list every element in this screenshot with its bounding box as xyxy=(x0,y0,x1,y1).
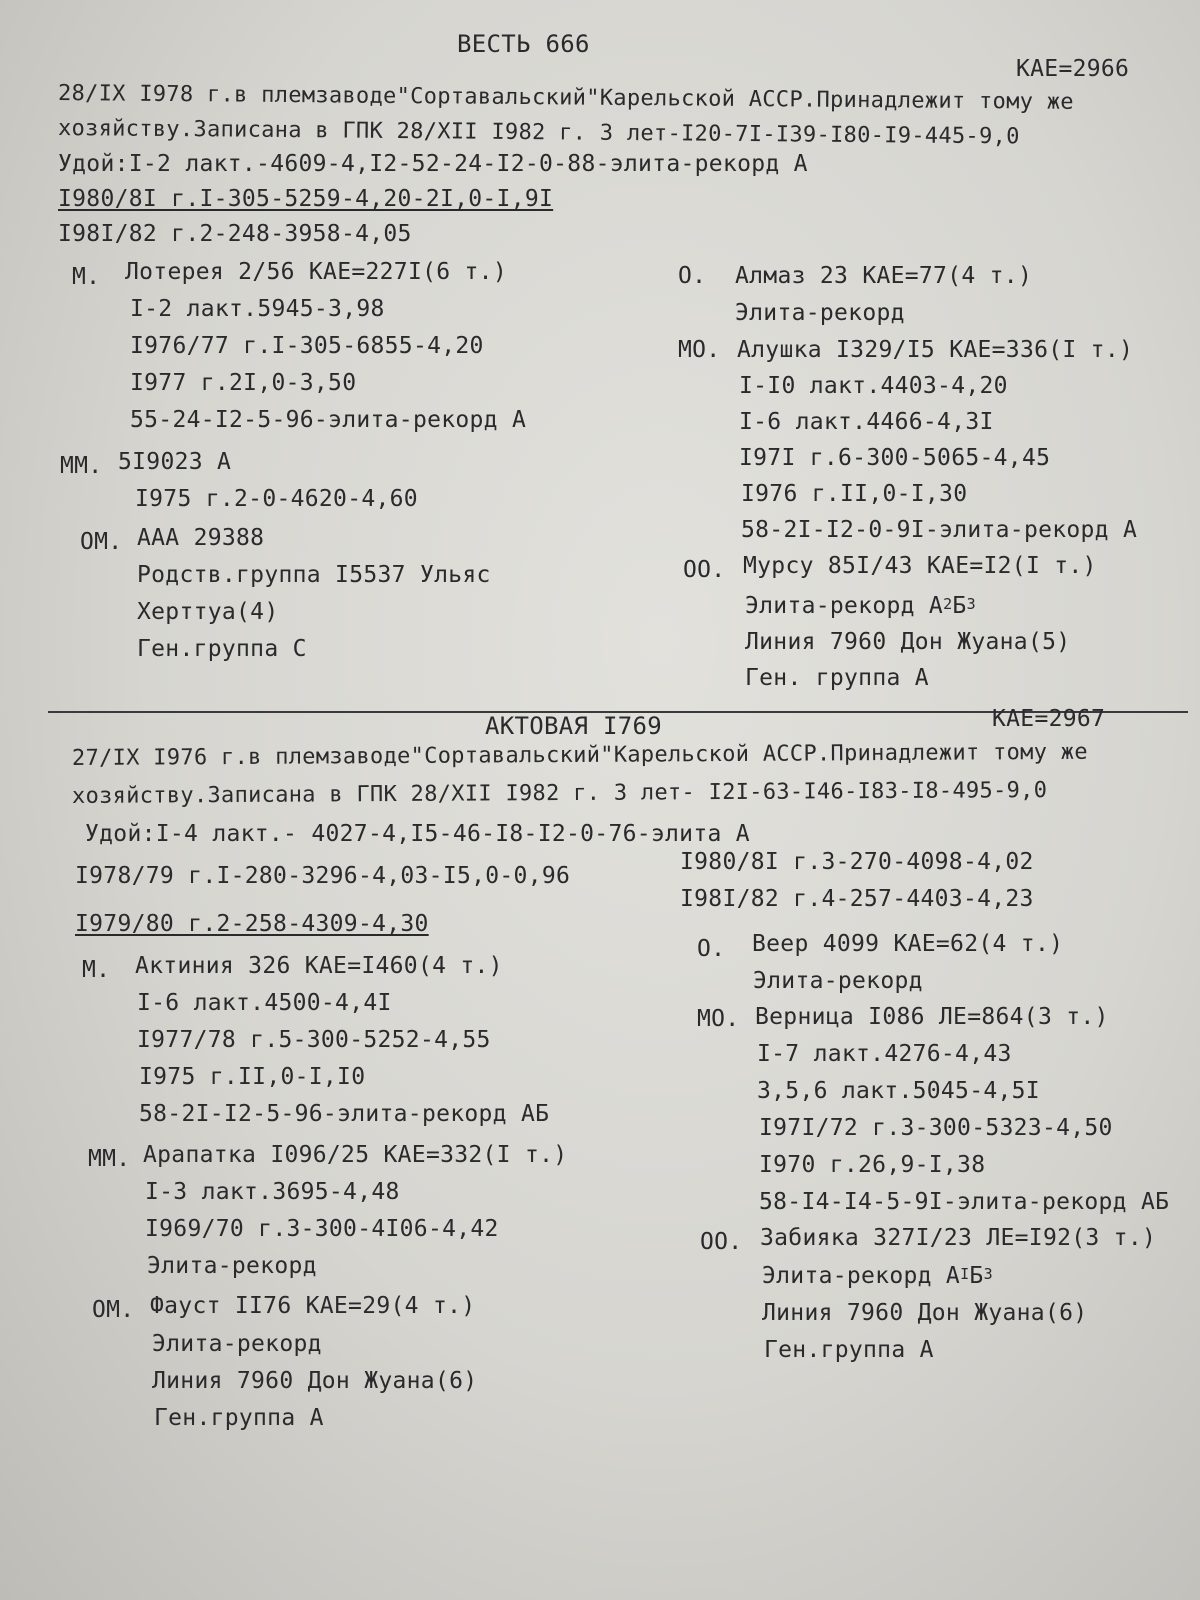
pedigree-line: 58-2I-I2-0-9I-элита-рекорд А xyxy=(741,517,1138,543)
pedigree-label-oo: ОО. xyxy=(683,557,726,583)
pedigree-line: 5I9023 А xyxy=(118,449,232,475)
pedigree-line: I-2 лакт.5945-3,98 xyxy=(130,296,385,322)
record-2-line-3: Удой:I-4 лакт.- 4027-4,I5-46-I8-I2-0-76-элита А xyxy=(85,821,750,847)
pedigree-line: I-3 лакт.3695-4,48 xyxy=(145,1179,400,1205)
pedigree-line: I975 г.2-0-4620-4,60 xyxy=(135,486,418,512)
record-1-line-2: хозяйству.Записана в ГПК 28/XII I982 г. 3 лет-I20-7I-I39-I80-I9-445-9,0 xyxy=(57,116,1020,150)
pedigree-line: Верница I086 ЛЕ=864(3 т.) xyxy=(755,1004,1109,1030)
record-2-line-7: I98I/82 г.4-257-4403-4,23 xyxy=(680,886,1034,912)
pedigree-line-grade: Элита-рекорд $А^2Б^3$ xyxy=(745,593,976,619)
pedigree-line: Актиния 326 КАЕ=I460(4 т.) xyxy=(135,953,503,979)
pedigree-line: Элита-рекорд xyxy=(735,300,905,326)
pedigree-line: ААА 29388 xyxy=(137,525,265,551)
pedigree-line: Херттуа(4) xyxy=(137,599,279,625)
record-1-line-1: 28/IX I978 г.в племзаводе"Сортавальский"Карельской АССР.Принадлежит тому же xyxy=(57,81,1074,115)
pedigree-line-grade: Элита-рекорд $А^IБ^3$ xyxy=(762,1263,993,1289)
record-2-line-4: I978/79 г.I-280-3296-4,03-I5,0-0,96 xyxy=(75,863,571,889)
pedigree-line: Мурсу 85I/43 КАЕ=I2(I т.) xyxy=(743,553,1097,579)
pedigree-line: Линия 7960 Дон Жуана(5) xyxy=(745,629,1071,655)
pedigree-line: Забияка 327I/23 ЛЕ=I92(3 т.) xyxy=(760,1225,1157,1251)
pedigree-label-mo: МО. xyxy=(697,1006,740,1032)
pedigree-label-m: М. xyxy=(82,957,111,983)
pedigree-line: Элита-рекорд xyxy=(152,1331,322,1357)
pedigree-line: Лотерея 2/56 КАЕ=227I(6 т.) xyxy=(125,259,507,285)
pedigree-line: Линия 7960 Дон Жуана(6) xyxy=(762,1300,1088,1326)
record-1-line-4: I980/8I г.I-305-5259-4,20-2I,0-I,9I xyxy=(58,186,554,212)
record-2-line-6: I980/8I г.3-270-4098-4,02 xyxy=(680,849,1034,875)
pedigree-label-om: ОМ. xyxy=(80,529,123,555)
pedigree-line: 58-I4-I4-5-9I-элита-рекорд АБ xyxy=(759,1189,1170,1215)
pedigree-line: Элита-рекорд xyxy=(147,1253,317,1279)
record-2-line-1: 27/IX I976 г.в племзаводе"Сортавальский"Карельской АССР.Принадлежит тому же xyxy=(71,739,1088,771)
record-1-line-3: Удой:I-2 лакт.-4609-4,I2-52-24-I2-0-88-элита-рекорд А xyxy=(58,151,808,177)
pedigree-line: I977 г.2I,0-3,50 xyxy=(130,370,357,396)
pedigree-line: I97I г.6-300-5065-4,45 xyxy=(739,445,1051,471)
pedigree-line: Фауст II76 КАЕ=29(4 т.) xyxy=(150,1293,476,1319)
pedigree-line: I-6 лакт.4466-4,3I xyxy=(739,409,994,435)
pedigree-label-o: О. xyxy=(697,936,726,962)
pedigree-label-o: О. xyxy=(678,263,707,289)
record-2-line-2: хозяйству.Записана в ГПК 28/XII I982 г. 3 лет- I2I-63-I46-I83-I8-495-9,0 xyxy=(71,778,1048,809)
pedigree-line: Арапатка I096/25 КАЕ=332(I т.) xyxy=(143,1142,568,1168)
record-1-line-5: I98I/82 г.2-248-3958-4,05 xyxy=(58,221,412,247)
record-1-kae: КАЕ=2966 xyxy=(1016,56,1130,82)
pedigree-line: I969/70 г.3-300-4I06-4,42 xyxy=(145,1216,499,1242)
pedigree-label-m: М. xyxy=(72,264,101,290)
pedigree-line: Веер 4099 КАЕ=62(4 т.) xyxy=(752,931,1064,957)
pedigree-line: I-7 лакт.4276-4,43 xyxy=(757,1041,1012,1067)
pedigree-line: 3,5,6 лакт.5045-4,5I xyxy=(757,1078,1040,1104)
pedigree-label-mo: МО. xyxy=(678,337,721,363)
pedigree-line: I976 г.II,0-I,30 xyxy=(741,481,968,507)
pedigree-line: Алушка I329/I5 КАЕ=336(I т.) xyxy=(737,337,1134,363)
pedigree-line: Ген.группа С xyxy=(137,636,307,662)
pedigree-line: Линия 7960 Дон Жуана(6) xyxy=(152,1368,478,1394)
pedigree-line: I-6 лакт.4500-4,4I xyxy=(137,990,392,1016)
pedigree-line: Ген.группа А xyxy=(764,1337,934,1363)
pedigree-line: I975 г.II,0-I,I0 xyxy=(139,1064,366,1090)
pedigree-line: I976/77 г.I-305-6855-4,20 xyxy=(130,333,484,359)
pedigree-label-oo: ОО. xyxy=(700,1229,743,1255)
pedigree-line: I977/78 г.5-300-5252-4,55 xyxy=(137,1027,491,1053)
pedigree-line: 55-24-I2-5-96-элита-рекорд А xyxy=(130,407,527,433)
pedigree-line: Ген.группа А xyxy=(154,1405,324,1431)
record-1-title: ВЕСТЬ 666 xyxy=(457,30,590,58)
record-2-title: АКТОВАЯ I769 xyxy=(485,712,662,740)
pedigree-line: I97I/72 г.3-300-5323-4,50 xyxy=(759,1115,1113,1141)
pedigree-line: Ген. группа А xyxy=(745,665,929,691)
record-2-line-5: I979/80 г.2-258-4309-4,30 xyxy=(75,911,429,937)
pedigree-line: I970 г.26,9-I,38 xyxy=(759,1152,986,1178)
pedigree-line: Родств.группа I5537 Ульяс xyxy=(137,562,491,588)
pedigree-line: I-I0 лакт.4403-4,20 xyxy=(739,373,1008,399)
pedigree-line: Алмаз 23 КАЕ=77(4 т.) xyxy=(735,263,1033,289)
record-2-kae: КАЕ=2967 xyxy=(992,706,1106,732)
pedigree-line: Элита-рекорд xyxy=(753,968,923,994)
pedigree-label-mm: ММ. xyxy=(88,1146,131,1172)
pedigree-label-om: ОМ. xyxy=(92,1297,135,1323)
pedigree-line: 58-2I-I2-5-96-элита-рекорд АБ xyxy=(139,1101,550,1127)
pedigree-label-mm: ММ. xyxy=(60,453,103,479)
